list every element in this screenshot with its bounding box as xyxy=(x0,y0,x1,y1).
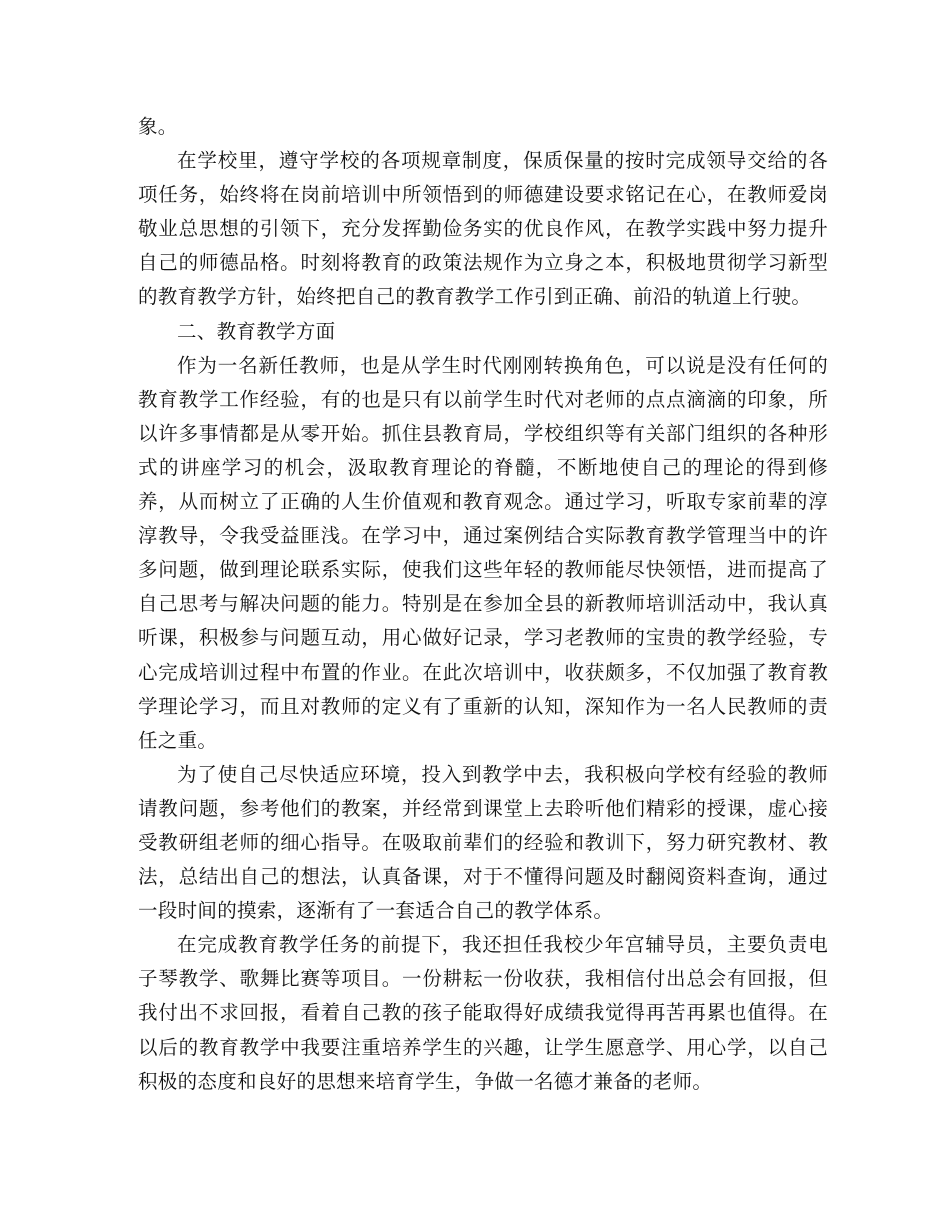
paragraph-new-teacher: 作为一名新任教师，也是从学生时代刚刚转换角色，可以说是没有任何的教育教学工作经验，有的也是只有以前学生时代对老师的点点滴滴的印象，所以许多事情都是从零开始。抓住县教育局，学校组织等有关部门组织的各种形式的讲座学习的机会，汲取教育理论的脊髓，不断地使自己的理论的得到修养，从而树立了正确的人生价值观和教育观念。通过学习，听取专家前辈的淳淳教导，令我受益匪浅。在学习中，通过案例结合实际教育教学管理当中的许多问题，做到理论联系实际，使我们这些年轻的教师能尽快领悟，进而提高了自己思考与解决问题的能力。特别是在参加全县的新教师培训活动中，我认真听课，积极参与问题互动，用心做好记录，学习老教师的宝贵的教学经验，专心完成培训过程中布置的作业。在此次培训中，收获颇多，不仅加强了教育教学理论学习，而且对教师的定义有了重新的认知，深知作为一名人民教师的责任之重。 xyxy=(138,353,828,752)
paragraph-school-conduct: 在学校里，遵守学校的各项规章制度，保质保量的按时完成领导交给的各项任务，始终将在岗前培训中所领悟到的师德建设要求铭记在心，在教师爱岗敬业总思想的引领下，充分发挥勤俭务实的优良作风，在教学实践中努力提升自己的师德品格。时刻将教育的政策法规作为立身之本，积极地贯彻学习新型的教育教学方针，始终把自己的教育教学工作引到正确、前沿的轨道上行驶。 xyxy=(138,149,828,309)
paragraph-adapt-environment: 为了使自己尽快适应环境，投入到教学中去，我积极向学校有经验的教师请教问题，参考他们的教案，并经常到课堂上去聆听他们精彩的授课，虚心接受教研组老师的细心指导。在吸取前辈们的经验和教训下，努力研究教材、教法，总结出自己的想法，认真备课，对于不懂得问题及时翻阅资料查询，通过一段时间的摸索，逐渐有了一套适合自己的教学体系。 xyxy=(138,762,828,923)
section-heading-teaching: 二、教育教学方面 xyxy=(177,319,336,343)
paragraph-continuation: 象。 xyxy=(138,115,178,138)
document-body xyxy=(138,110,828,1099)
paragraph-youth-palace: 在完成教育教学任务的前提下，我还担任我校少年宫辅导员，主要负责电子琴教学、歌舞比赛等项目。一份耕耘一份收获，我相信付出总会有回报，但我付出不求回报，看着自己教的孩子能取得好成绩我觉得再苦再累也值得。在以后的教育教学中我要注重培养学生的兴趣，让学生愿意学、用心学，以自己积极的态度和良好的思想来培育学生，争做一名德才兼备的老师。 xyxy=(138,933,828,1093)
